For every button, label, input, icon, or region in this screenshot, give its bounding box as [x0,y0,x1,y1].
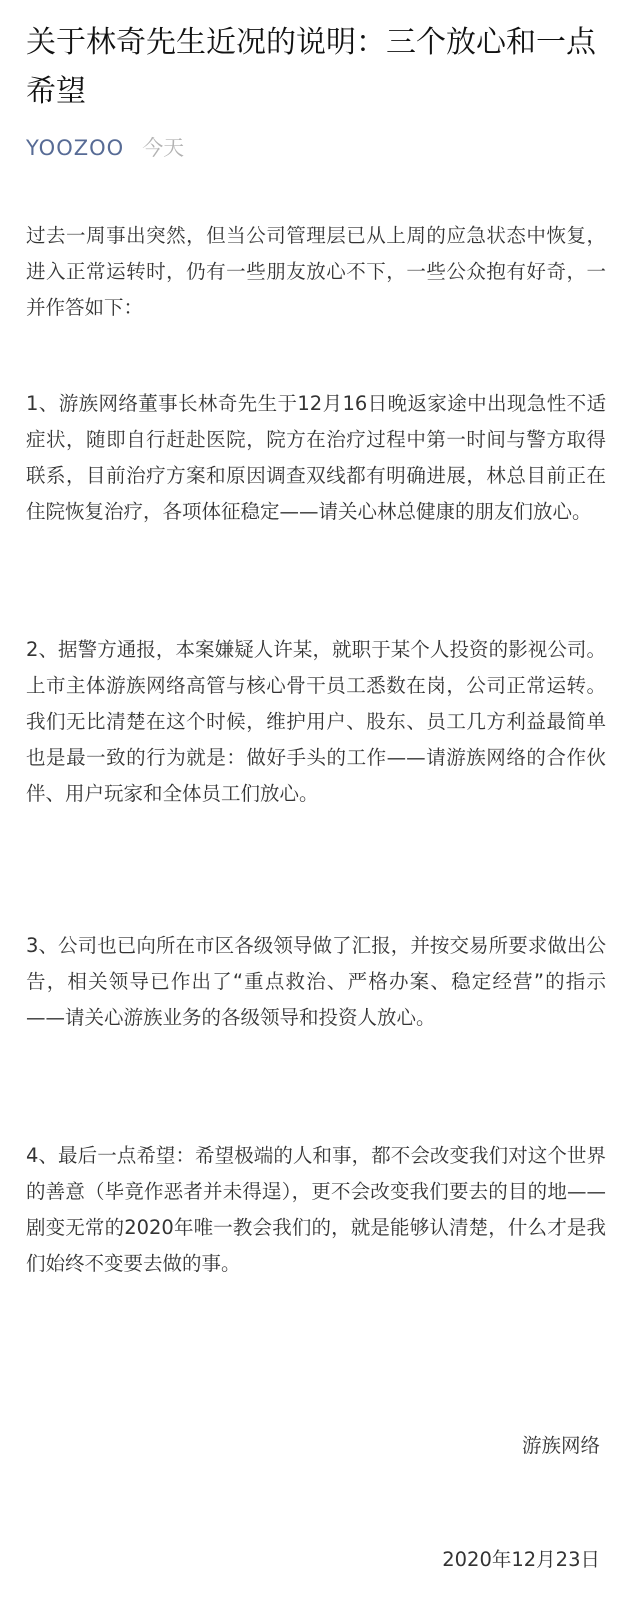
paragraph-point-1: 1、游族网络董事长林奇先生于12月16日晚返家途中出现急性不适症状，随即自行赶赴医院，院方在治疗过程中第一时间与警方取得联系，目前治疗方案和原因调查双线都有明确进展，林总目前正在住院恢复治疗，各项体征稳定——请关心林总健康的朋友们放心。 [26,392,606,523]
paragraph-point-3: 3、公司也已向所在市区各级领导做了汇报，并按交易所要求做出公告，相关领导已作出了“重点救治、严格办案、稳定经营”的指示——请关心游族业务的各级领导和投资人放心。 [26,934,606,1029]
article-meta [26,133,184,163]
paragraph-point-4: 4、最后一点希望：希望极端的人和事，都不会改变我们对这个世界的善意（毕竟作恶者并未得逞），更不会改变我们要去的目的地——剧变无常的2020年唯一教会我们的，就是能够认清楚，什么才是我们始终不变要去做的事。 [26,1144,606,1275]
paragraph-intro: 过去一周事出突然，但当公司管理层已从上周的应急状态中恢复，进入正常运转时，仍有一些朋友放心不下，一些公众抱有好奇，一并作答如下： [26,224,606,319]
publish-date: 今天 [142,136,185,160]
signature-date: 2020年12月23日 [442,1548,600,1571]
account-name-link[interactable]: YOOZOO [26,136,125,160]
signature-organization: 游族网络 [521,1434,600,1457]
article-title: 关于林奇先生近况的说明：三个放心和一点希望 [26,25,596,109]
paragraph-point-2: 2、据警方通报，本案嫌疑人许某，就职于某个人投资的影视公司。上市主体游族网络高管与核心骨干员工悉数在岗，公司正常运转。我们无比清楚在这个时候，维护用户、股东、员工几方利益最简单也是最一致的行为就是：做好手头的工作——请游族网络的合作伙伴、用户玩家和全体员工们放心。 [26,638,606,805]
